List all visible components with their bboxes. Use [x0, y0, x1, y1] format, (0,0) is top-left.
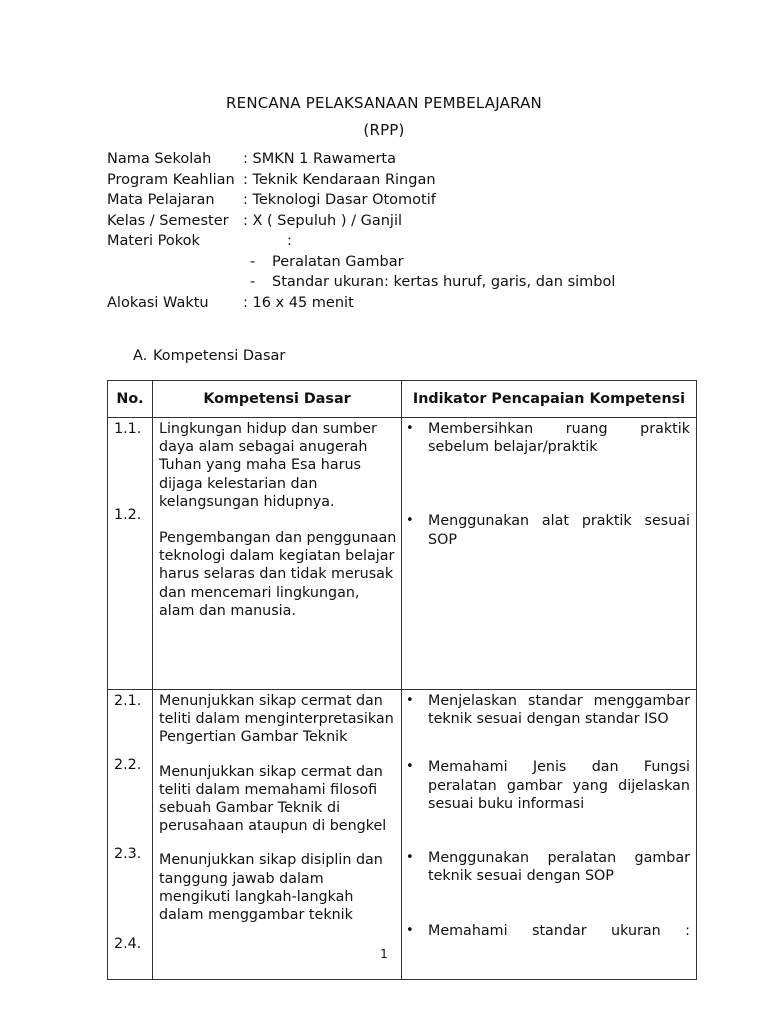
page-number: 1: [380, 947, 388, 961]
program-label: Program Keahlian: [107, 171, 235, 188]
table-header-row: [108, 381, 697, 418]
topic-colon: :: [287, 233, 292, 249]
topic-item: [107, 252, 707, 273]
competency-cell: [153, 418, 402, 690]
identity-row-topic: [107, 231, 707, 252]
number-cell: [108, 690, 153, 980]
indicator-item: [406, 420, 690, 456]
class-value: : X ( Sepuluh ) / Ganjil: [243, 212, 402, 229]
bullet-icon: •: [406, 693, 414, 708]
competency-text: Menunjukkan sikap cermat dan teliti dalam menginterpretasikan Pengertian Gambar Teknik: [159, 693, 394, 746]
bullet-icon: •: [406, 923, 414, 939]
bullet-icon: •: [406, 513, 414, 529]
table-row: [108, 690, 697, 980]
subject-value: : Teknologi Dasar Otomotif: [243, 192, 436, 208]
indicator-item: [406, 512, 690, 548]
number: 2.4.: [114, 935, 142, 952]
indicator-text: Membersihkan ruang praktik sebelum belajar/praktik: [428, 421, 690, 456]
competency-table: [107, 380, 697, 980]
number: 2.2.: [114, 757, 142, 774]
identity-row-subject: [107, 190, 707, 211]
identity-block: [107, 149, 707, 313]
indicator-item: [406, 692, 690, 728]
bullet-icon: •: [406, 850, 414, 866]
indicator-item: [406, 922, 690, 940]
competency-cell: [153, 690, 402, 980]
indicator-text: Menggunakan peralatan gambar teknik sesuai dengan SOP: [428, 850, 690, 885]
header-indicator: Indikator Pencapaian Kompetensi: [402, 381, 697, 418]
topic-item-text: Standar ukuran: kertas huruf, garis, dan simbol: [272, 274, 616, 290]
indicator-text: Menjelaskan standar menggambar teknik sesuai dengan standar ISO: [428, 693, 690, 728]
competency-text: Lingkungan hidup dan sumber daya alam sebagai anugerah Tuhan yang maha Esa harus dijaga kelestarian dan kelangsungan hidupnya.: [159, 421, 377, 510]
number: 1.1.: [114, 421, 142, 437]
dash-bullet: -: [250, 253, 256, 270]
bullet-icon: •: [406, 421, 414, 436]
indicator-text: Menggunakan alat praktik sesuai SOP: [428, 513, 690, 548]
identity-row-time: [107, 293, 707, 314]
topic-item-text: Peralatan Gambar: [272, 253, 404, 270]
indicator-cell: [402, 690, 697, 980]
topic-label: Materi Pokok: [107, 233, 200, 249]
number: 1.2.: [114, 507, 142, 524]
identity-row-class: [107, 211, 707, 232]
number: 2.3.: [114, 846, 142, 863]
topic-item: [107, 272, 707, 293]
header-competency: Kompetensi Dasar: [153, 381, 402, 418]
time-label: Alokasi Waktu: [107, 294, 209, 311]
indicator-item: [406, 758, 690, 813]
section-letter: A.: [133, 348, 148, 364]
dash-bullet: -: [250, 274, 256, 290]
competency-text: Pengembangan dan penggunaan teknologi dalam kegiatan belajar harus selaras dan tidak merusak dan mencemari lingkungan, alam dan manusia.: [159, 530, 397, 619]
table-row: [108, 418, 697, 690]
bullet-icon: •: [406, 759, 414, 775]
time-value: : 16 x 45 menit: [243, 294, 354, 311]
section-heading: [133, 346, 285, 366]
school-value: : SMKN 1 Rawamerta: [243, 151, 396, 167]
identity-row-program: [107, 170, 707, 191]
header-no: No.: [108, 381, 153, 418]
class-label: Kelas / Semester: [107, 212, 229, 229]
competency-text: Menunjukkan sikap disiplin dan tanggung jawab dalam mengikuti langkah-langkah dalam menggambar teknik: [159, 852, 383, 924]
number-cell: [108, 418, 153, 690]
indicator-text: Memahami Jenis dan Fungsi peralatan gambar yang dijelaskan sesuai buku informasi: [428, 759, 690, 812]
program-value: : Teknik Kendaraan Ringan: [243, 171, 436, 188]
indicator-text: Memahami standar ukuran :: [428, 923, 690, 940]
school-label: Nama Sekolah: [107, 151, 212, 167]
section-title: Kompetensi Dasar: [153, 348, 286, 364]
competency-text: Menunjukkan sikap cermat dan teliti dalam memahami filosofi sebuah Gambar Teknik di perusahaan ataupun di bengkel: [159, 763, 387, 835]
identity-row-school: [107, 149, 707, 170]
indicator-cell: [402, 418, 697, 690]
document-subtitle: (RPP): [363, 121, 405, 139]
document-title: RENCANA PELAKSANAAN PEMBELAJARAN: [226, 94, 542, 112]
indicator-item: [406, 849, 690, 885]
subject-label: Mata Pelajaran: [107, 192, 215, 208]
number: 2.1.: [114, 693, 142, 709]
